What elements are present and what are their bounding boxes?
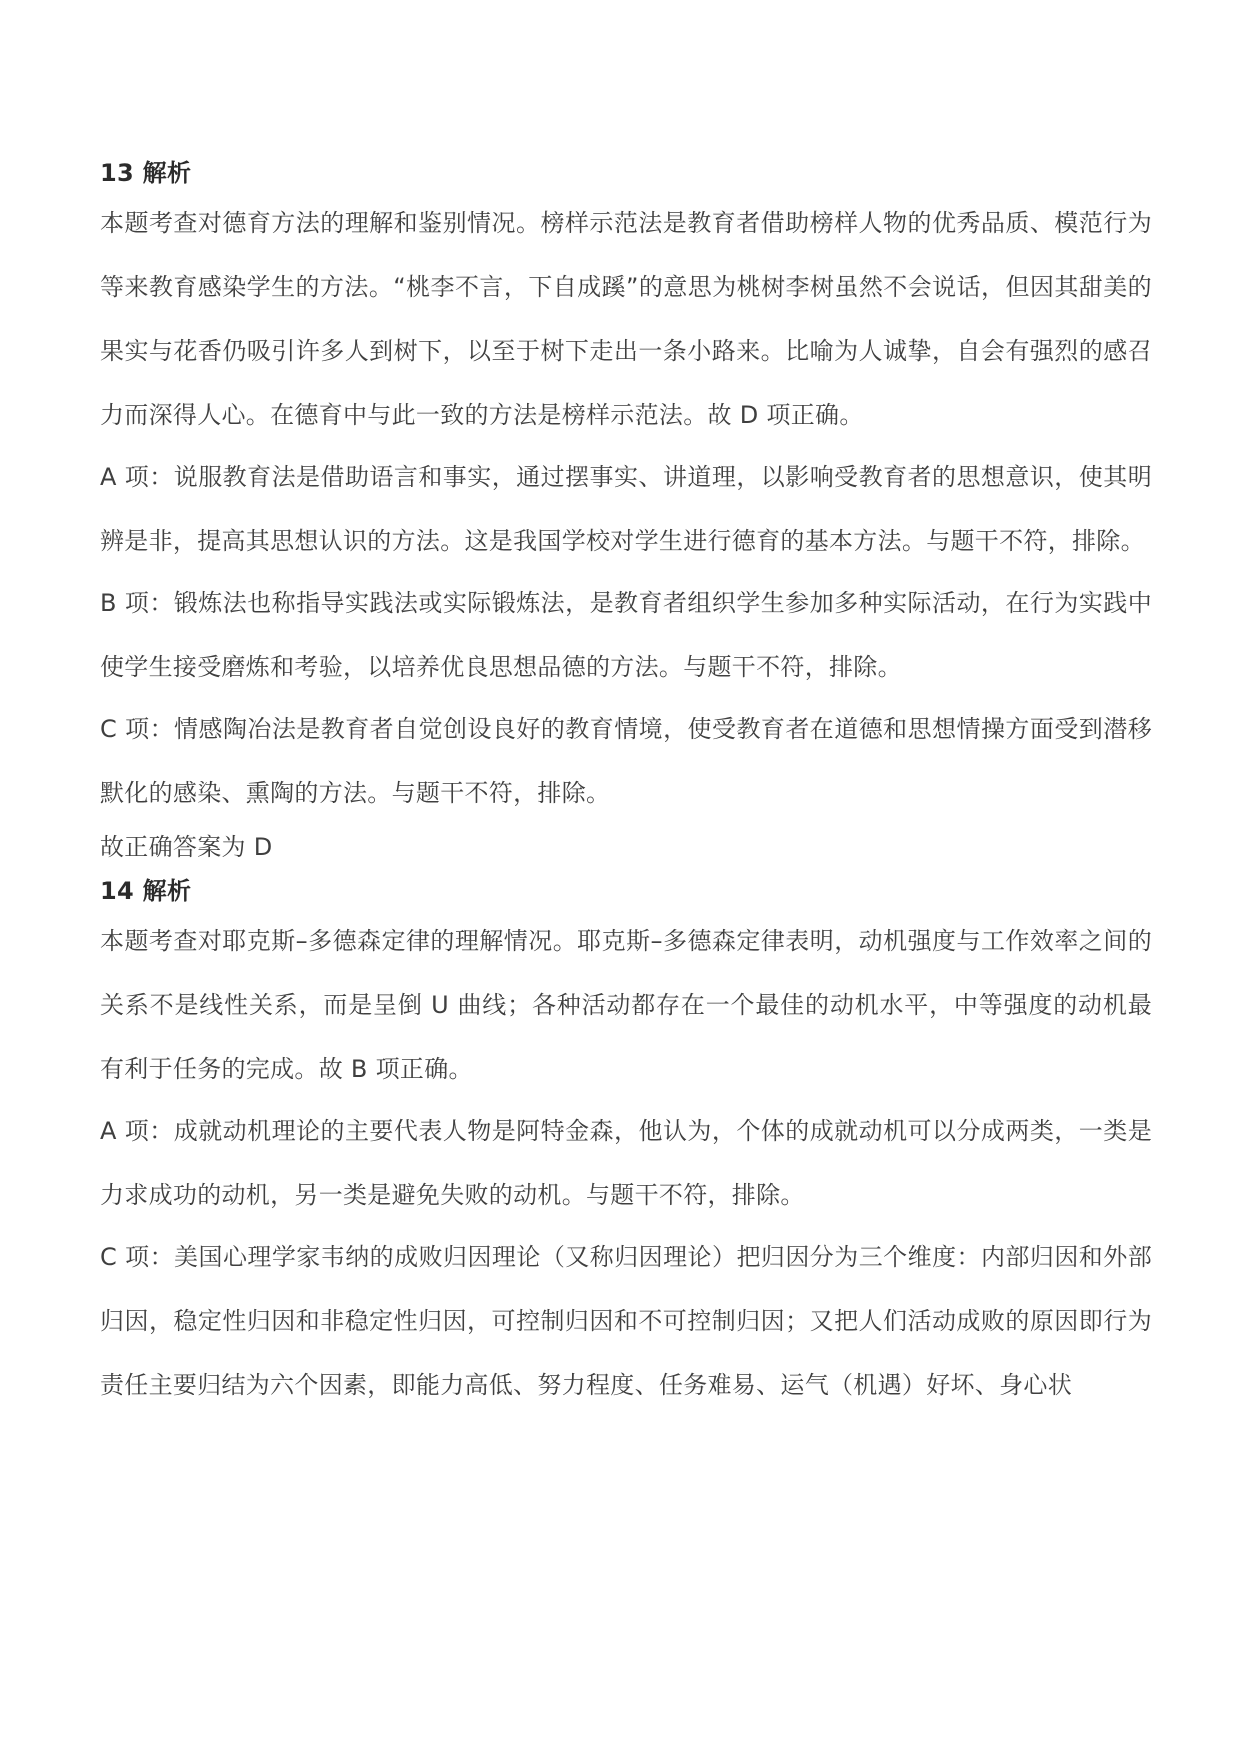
section-13-option-c: C 项：情感陶冶法是教育者自觉创设良好的教育情境，使受教育者在道德和思想情操方面受到潜移默化的感染、熏陶的方法。与题干不符，排除。 bbox=[100, 715, 1152, 807]
section-14-option-c: C 项：美国心理学家韦纳的成败归因理论（又称归因理论）把归因分为三个维度：内部归因和外部归因，稳定性归因和非稳定性归因，可控制归因和不可控制归因；又把人们活动成败的原因即行为责任主要归结为六个因素，即能力高低、努力程度、任务难易、运气（机遇）好坏、身心状 bbox=[100, 1243, 1152, 1399]
section-13-option-a: A 项：说服教育法是借助语言和事实，通过摆事实、讲道理，以影响受教育者的思想意识，使其明辨是非，提高其思想认识的方法。这是我国学校对学生进行德育的基本方法。与题干不符，排除。 bbox=[100, 463, 1152, 555]
section-14-analysis: 本题考查对耶克斯–多德森定律的理解情况。耶克斯–多德森定律表明，动机强度与工作效率之间的关系不是线性关系，而是呈倒 U 曲线；各种活动都存在一个最佳的动机水平，中等强度的动机最有利于任务的完成。故 B 项正确。 bbox=[100, 927, 1152, 1083]
section-13-analysis: 本题考查对德育方法的理解和鉴别情况。榜样示范法是教育者借助榜样人物的优秀品质、模范行为等来教育感染学生的方法。“桃李不言，下自成蹊”的意思为桃树李树虽然不会说话，但因其甜美的果实与花香仍吸引许多人到树下，以至于树下走出一条小路来。比喻为人诚挚，自会有强烈的感召力而深得人心。在德育中与此一致的方法是榜样示范法。故 D 项正确。 bbox=[100, 209, 1152, 429]
section-13-answer: 故正确答案为 D bbox=[100, 833, 273, 861]
section-14-option-a: A 项：成就动机理论的主要代表人物是阿特金森，他认为，个体的成就动机可以分成两类，一类是力求成功的动机，另一类是避免失败的动机。与题干不符，排除。 bbox=[100, 1117, 1152, 1209]
section-13-option-b: B 项：锻炼法也称指导实践法或实际锻炼法，是教育者组织学生参加多种实际活动，在行为实践中使学生接受磨炼和考验，以培养优良思想品德的方法。与题干不符，排除。 bbox=[100, 589, 1152, 681]
document-page bbox=[100, 155, 1152, 1417]
section-13-heading: 13 解析 bbox=[100, 159, 192, 187]
section-14-heading: 14 解析 bbox=[100, 877, 192, 905]
